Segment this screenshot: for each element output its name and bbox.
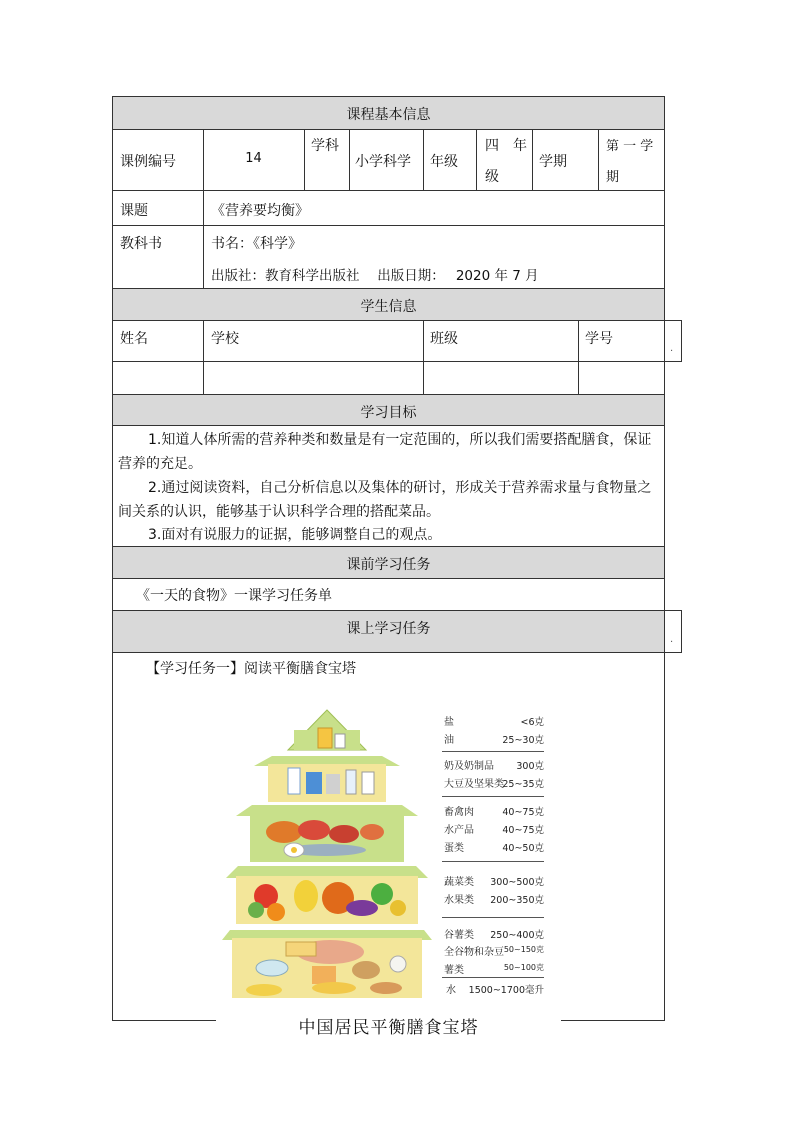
section-basic-info: 课程基本信息 xyxy=(346,107,431,123)
student-id-label: 学号 xyxy=(585,331,613,347)
row-label: 水果类 xyxy=(444,895,474,906)
cell-mark: . xyxy=(670,634,674,645)
row-value: 300克 xyxy=(516,761,544,772)
publisher-line: 出版社：教育科学出版社 出版日期： 2020 年 7 月 xyxy=(211,268,539,284)
row-label: 水 xyxy=(446,985,456,996)
student-name-label: 姓名 xyxy=(120,331,148,347)
food-pyramid-illustration xyxy=(222,708,432,1000)
learning-task-1: 【学习任务一】阅读平衡膳食宝塔 xyxy=(146,661,356,677)
row-label: 全谷物和杂豆 xyxy=(444,947,504,958)
objective-3: 3.面对有说服力的证据，能够调整自己的观点。 xyxy=(148,527,442,543)
topic-label: 课题 xyxy=(120,203,148,219)
grade-value-line2: 级 xyxy=(485,169,499,185)
row-value: 40~50克 xyxy=(502,843,544,854)
pyramid-caption: 中国居民平衡膳食宝塔 xyxy=(298,1018,479,1038)
term-label: 学期 xyxy=(539,154,567,170)
row-label: 奶及奶制品 xyxy=(444,761,494,772)
row-value: 25~30克 xyxy=(502,735,544,746)
subject-value: 小学科学 xyxy=(355,154,411,170)
row-label: 油 xyxy=(444,735,454,746)
row-label: 蔬菜类 xyxy=(444,877,474,888)
objective-2-line1: 2.通过阅读资料，自己分析信息以及集体的研讨，形成关于营养需求量与食物量之 xyxy=(148,480,652,496)
row-value: <6克 xyxy=(520,717,544,728)
section-student-info: 学生信息 xyxy=(360,299,417,315)
row-value: 40~75克 xyxy=(502,807,544,818)
grade-label: 年级 xyxy=(430,154,458,170)
term-value-line2: 期 xyxy=(606,170,620,185)
row-value: 50~100克 xyxy=(503,963,544,972)
section-in-class-task: 课上学习任务 xyxy=(346,621,431,637)
case-number-label: 课例编号 xyxy=(120,154,176,170)
row-value: 300~500克 xyxy=(490,877,544,888)
row-value: 250~400克 xyxy=(490,930,544,941)
objective-1-line2: 营养的充足。 xyxy=(118,456,202,472)
student-school-label: 学校 xyxy=(211,331,239,347)
case-number-value: 14 xyxy=(245,151,262,166)
section-objectives: 学习目标 xyxy=(360,405,417,421)
textbook-name: 书名：《科学》 xyxy=(211,236,302,252)
row-label: 盐 xyxy=(444,717,454,728)
row-label: 薯类 xyxy=(444,965,464,976)
objective-2-line2: 间关系的认识，能够基于认识科学合理的搭配菜品。 xyxy=(118,504,440,520)
student-class-label: 班级 xyxy=(430,331,458,347)
row-label: 谷薯类 xyxy=(444,930,474,941)
grade-value-line1: 四 年 xyxy=(485,138,527,154)
row-value: 25~35克 xyxy=(502,779,544,790)
objective-1-line1: 1.知道人体所需的营养种类和数量是有一定范围的，所以我们需要搭配膳食，保证 xyxy=(148,432,652,448)
cell-mark: . xyxy=(670,343,674,354)
subject-label: 学科 xyxy=(311,138,339,154)
topic-value: 《营养要均衡》 xyxy=(211,203,309,219)
row-value: 40~75克 xyxy=(502,825,544,836)
row-value: 200~350克 xyxy=(490,895,544,906)
term-value-line1: 第 一 学 xyxy=(606,139,654,154)
row-value: 50~150克 xyxy=(503,945,544,954)
section-pre-task: 课前学习任务 xyxy=(346,557,431,573)
textbook-label: 教科书 xyxy=(120,236,162,252)
row-label: 蛋类 xyxy=(444,843,464,854)
row-value: 1500~1700毫升 xyxy=(468,985,544,996)
pre-task-item: 《一天的食物》一课学习任务单 xyxy=(136,588,332,604)
row-label: 畜禽肉 xyxy=(444,807,474,818)
row-label: 水产品 xyxy=(444,825,474,836)
row-label: 大豆及坚果类 xyxy=(444,779,504,790)
